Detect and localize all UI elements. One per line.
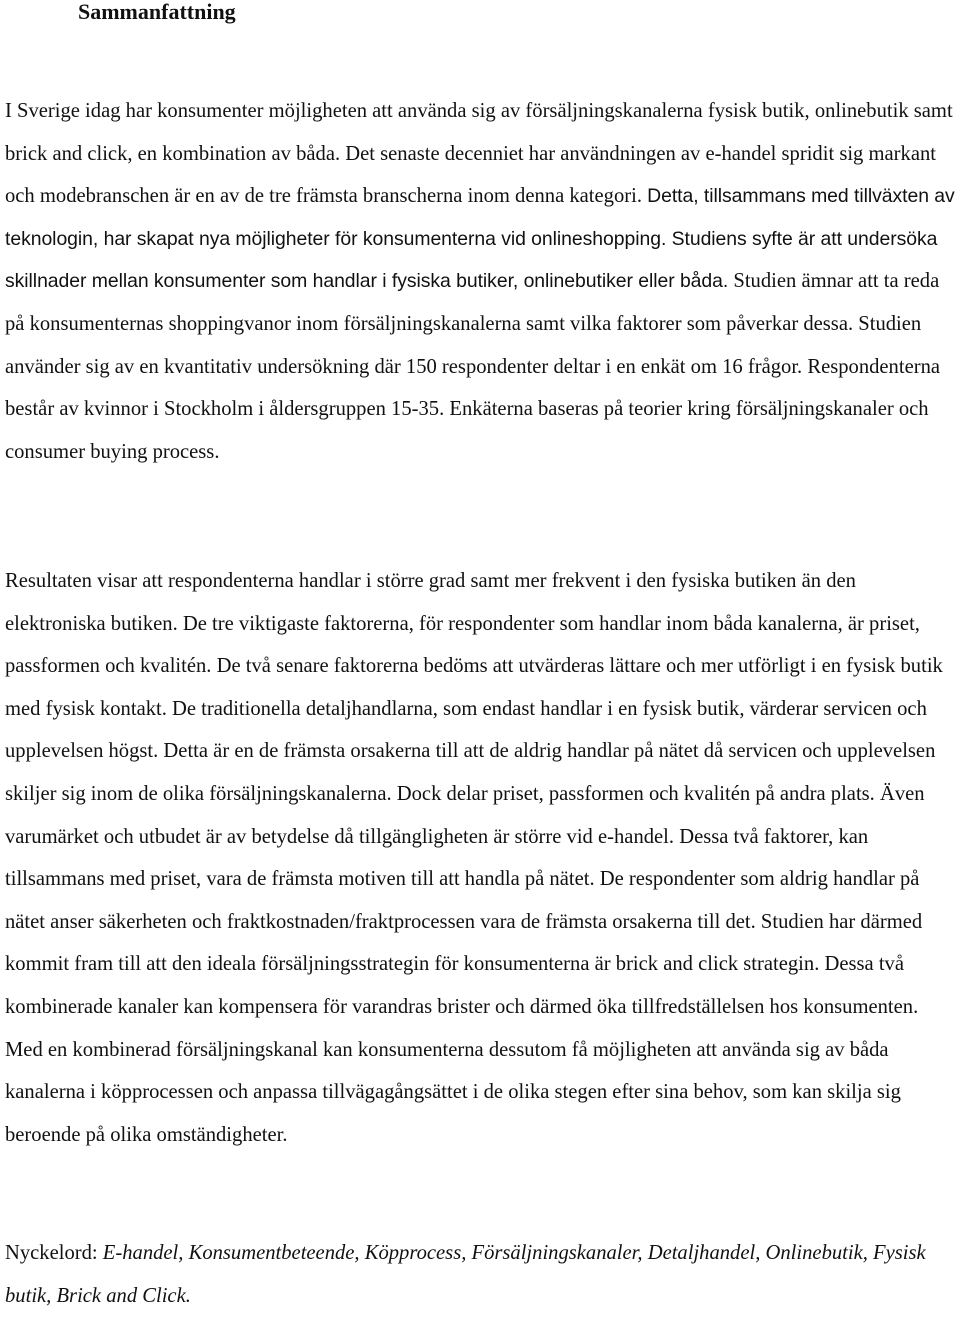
keywords-terms: E-handel, Konsumentbeteende, Köpprocess, Försäljningskanaler, Detaljhandel, Onlinebutik, Fysisk butik, Brick and Click.: [5, 1242, 926, 1307]
summary-paragraph-2: Resultaten visar att respondenterna handlar i större grad samt mer frekvent i den fysiska butiken än den elektroniska butiken. De tre viktigaste faktorerna, för respondenter som handlar inom båda kanalerna, är priset, passformen och kvalitén. De två senare faktorerna bedöms att utvärderas lättare och mer utförligt i en fysisk butik med fysisk kontakt. De traditionella detaljhandlarna, som endast handlar i en fysisk butik, värderar servicen och upplevelsen högst. Detta är en de främsta orsakerna till att de aldrig handlar på nätet då servicen och upplevelsen skiljer sig inom de olika försäljningskanalerna. Dock delar priset, passformen och kvalitén på andra plats. Även varumärket och utbudet är av betydelse då tillgängligheten är större vid e-handel. Dessa två faktorer, kan tillsammans med priset, vara de främsta motiven till att handla på nätet. De respondenter som aldrig handlar på nätet anser säkerheten och fraktkostnaden/fraktprocessen vara de främsta orsakerna till det. Studien har därmed kommit fram till att den ideala försäljningsstrategin för konsumenterna är brick and click strategin. Dessa två kombinerade kanaler kan kompensera för varandras brister och därmed öka tillfredställelsen hos konsumenten. Med en kombinerad försäljningskanal kan konsumenterna dessutom få möjligheten att använda sig av båda kanalerna i köpprocessen och anpassa tillvägagångsättet i de olika stegen efter sina behov, som kan skilja sig beroende på olika omständigheter.: [5, 570, 943, 1146]
paragraph-1-segment-2: Detta, tillsammans med tillväxten av teknologin, har skapat nya möjligheter för konsumenterna vid onlineshopping. Studiens syfte är att undersöka skillnader mellan konsumenter som handlar i fysiska butiker, onlinebutiker eller båda.: [5, 185, 955, 293]
keywords-label: Nyckelord:: [5, 1242, 103, 1264]
paragraph-1-segment-3: Studien ämnar att ta reda på konsumenternas shoppingvanor inom försäljningskanalerna samt vilka faktorer som påverkar dessa. Studien använder sig av en kvantitativ undersökning där 150 respondenter deltar i en enkät om 16 frågor. Respondenterna består av kvinnor i Stockholm i åldersgruppen 15-35. Enkäterna baseras på teorier kring försäljningskanaler och consumer buying process.: [5, 270, 941, 463]
paragraph-1-segment-1: I Sverige idag har konsumenter möjligheten att använda sig av försäljningskanalerna fysisk butik, onlinebutik samt brick and click, en kombination av båda. Det senaste decenniet har användningen av e-handel spridit sig markant och modebranschen är en av de tre främsta branscherna inom denna kategori.: [5, 100, 953, 208]
section-heading: Sammanfattning: [78, 0, 236, 24]
keywords-line: [5, 1232, 957, 1317]
summary-paragraph-1: [5, 90, 957, 473]
